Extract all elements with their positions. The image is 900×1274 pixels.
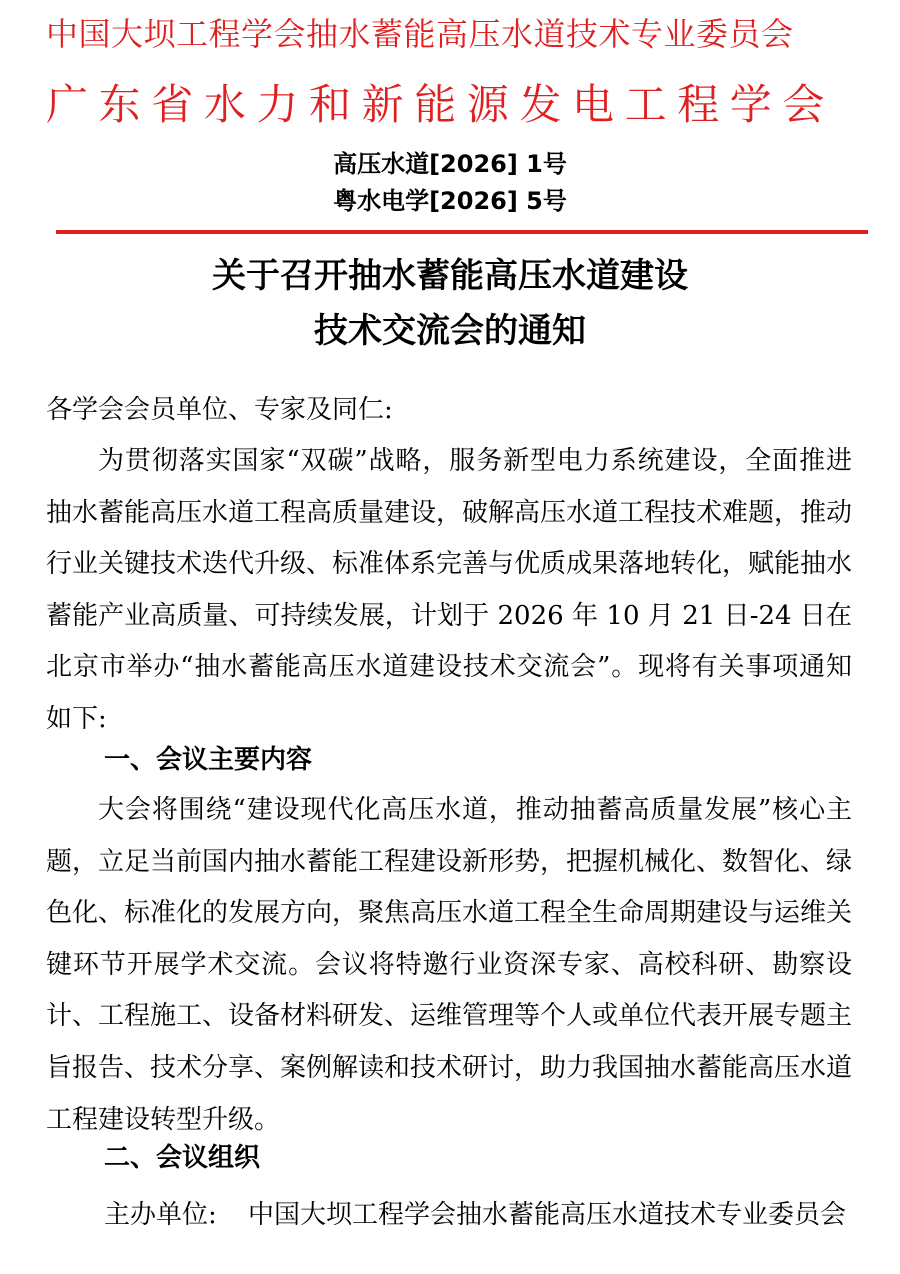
section-heading-1: 一、会议主要内容 (104, 745, 313, 775)
notice-title-line-1: 关于召开抽水蓄能高压水道建设 (212, 256, 688, 296)
salutation: 各学会会员单位、专家及同仁: (46, 395, 393, 425)
section-heading-2: 二、会议组织 (104, 1143, 261, 1173)
organizer-value: 中国大坝工程学会抽水蓄能高压水道技术专业委员会 (248, 1200, 847, 1230)
document-number-2: 粤水电学[2026] 5号 (333, 187, 567, 215)
notice-title-line-2: 技术交流会的通知 (314, 311, 586, 351)
red-divider (56, 230, 868, 234)
intro-paragraph: 为贯彻落实国家“双碳”战略，服务新型电力系统建设，全面推进抽水蓄能高压水道工程高质量建设，破解高压水道工程技术难题，推动行业关键技术迭代升级、标准体系完善与优质成果落地转化，赋能抽水蓄能产业高质量、可持续发展，计划于 2026 年 10 月 21 日-24 日在北京市举办“抽水蓄能高压水道建设技术交流会”。现将有关事项通知如下: (46, 446, 853, 734)
issuer-name-primary: 中国大坝工程学会抽水蓄能高压水道技术专业委员会 (46, 15, 794, 53)
document-number-1: 高压水道[2026] 1号 (333, 150, 567, 178)
organizer-label: 主办单位: (104, 1200, 217, 1230)
section-1-paragraph: 大会将围绕“建设现代化高压水道，推动抽蓄高质量发展”核心主题，立足当前国内抽水蓄能工程建设新形势，把握机械化、数智化、绿色化、标准化的发展方向，聚焦高压水道工程全生命周期建设与运维关键环节开展学术交流。会议将特邀行业资深专家、高校科研、勘察设计、工程施工、设备材料研发、运维管理等个人或单位代表开展专题主旨报告、技术分享、案例解读和技术研讨，助力我国抽水蓄能高压水道工程建设转型升级。 (46, 795, 853, 1135)
issuer-name-secondary: 广东省水力和新能源发电工程学会 (46, 80, 836, 129)
